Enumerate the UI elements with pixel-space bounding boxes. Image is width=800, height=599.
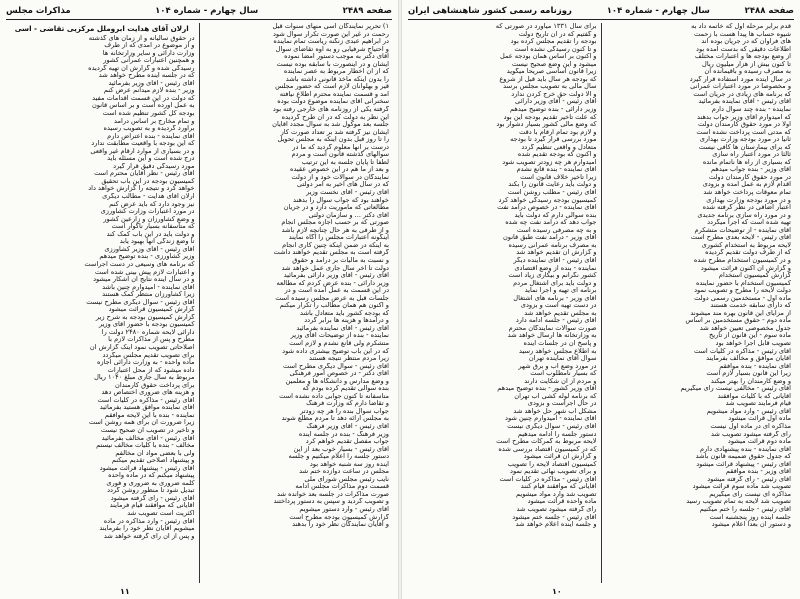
text-line: دارائی لایحه شماره ۲۴۸۰ دولت را [101, 328, 195, 336]
text-line: و آقایان نمایندگان نظر خود را بدهند [292, 521, 389, 529]
text-line: آقایانی که موافقند قیام کنند [520, 483, 597, 491]
text-line: اصلاحاتی تصویب نمود اینک گزارش آن [89, 343, 195, 351]
text-line: آقای رئیس - مذاکره در کلیات است [97, 396, 195, 404]
text-line: برآورد گردیده و به تصویب رسیده [103, 125, 195, 133]
text-line: مذاکره ای در ماده اول نیست [710, 422, 791, 430]
text-line: به وزارتخانه ها ارسال خواهد شد [507, 332, 597, 340]
text-line: رای گرفته میشود تصویب شد [710, 430, 791, 438]
text-line: آقای رئیس - آقای نماینده بفرمائید [296, 324, 389, 332]
text-line: که مدتی است پرداخت نشده است [696, 128, 791, 136]
text-line: آقای وزیر - بنده جواب میدهم [711, 166, 791, 174]
text-line: قیر و بهلوانان لازم است که حضور مجلس [275, 83, 389, 91]
text-line: آقای نماینده موافق هستید بفرمائید [99, 404, 195, 412]
text-line: آقای رئیس - پیشنهاد قرائت میشود [696, 460, 791, 468]
text-line: جواب دهد که درآمد نفت چه شده [505, 219, 597, 227]
text-line: در مورد حقوق کارمندان دولت [708, 173, 791, 181]
text-line: برای پرداخت حقوق کارمندان [115, 381, 195, 389]
text-line: دولت تا آخر سال جاری عمل خواهد شد [281, 264, 389, 272]
text-line: که بسیاری از راه ها ناتمام مانده [702, 158, 791, 166]
text-line: و تا کنون رسیدگی نشده است [514, 45, 597, 53]
text-line: که جدول حقوق ضمیمه قانون باشد [695, 453, 791, 461]
text-line: تهیه شده است که اجرا میگردد [707, 219, 791, 227]
text-line: زیرا ضرورت آن برای همه روشن است [88, 419, 195, 427]
text-line: جلسات قبل به عرض مجلس رسیده است [275, 294, 389, 302]
text-line: زیرا مردم منتظر نتیجه هستند [308, 355, 389, 363]
text-line: و گفتیم که در آن تاریخ دولت [518, 30, 597, 38]
text-line: در ابراهیم عبدی زنگنه ریاست تمام نماینده [273, 38, 389, 46]
text-line: آقایانی که موافقند قیام فرمایند [109, 502, 195, 510]
text-line: مشکل آب شهر حل خواهد شد [513, 407, 597, 415]
text-line: ماده دوم قرائت میشود [727, 438, 791, 446]
text-line: که برنامه های زیادی در جریان است [693, 90, 791, 98]
text-line: آقای رئیس - آقای وزیر فرهنگ [306, 422, 389, 430]
text-line: ولی با بعضی مواد آن مخالفم [115, 449, 195, 457]
text-line: آقای رئیس - مخالفی نیست رای میگیریم [680, 385, 791, 393]
text-line: دستور جلسه را اعلام میکنیم و جلسه [288, 453, 389, 461]
text-line: وزیر دارائی - بنده عرض کردم که مطالعه [276, 279, 389, 287]
left-issue-label: سال چهارم - شماره ۱۰۴ [155, 6, 259, 16]
text-line: بنده سوالی تقدیم کرده بودم که [302, 385, 389, 393]
text-line: آقای رئیس - وارد دستور میشویم [299, 506, 389, 513]
right-header-rule [408, 19, 794, 20]
text-line: آقای نماینده - امیدوارم چنین شود [505, 415, 597, 423]
text-line: که در این باب توضیح بیشتری داده شود [282, 347, 389, 355]
text-line: برنامه ای تهیه و اجرا نماید [524, 287, 597, 295]
text-line: متشکرم ولی قانع نشدم و لازم است [289, 339, 389, 347]
text-line: گرفته یکی از روزنامه های خارجی رفته بود [272, 106, 389, 114]
text-line: اکثریت است تصویب شد [127, 510, 195, 517]
text-line: به اینکه در ضمن اینکه چنین کاری انجام [282, 241, 389, 249]
text-line: خواهند بود که جواب سوال را بدهند [293, 196, 389, 204]
text-line: کمیسیون بودجه در این باب تحقیق [101, 177, 195, 185]
text-line: جدول مخصوصی تعیین خواهد شد [699, 324, 791, 332]
text-line: ایشان و در اینصورت با سابقه بوده نیست [276, 60, 389, 68]
text-line: آقای رئیس - رای گرفته میشود [110, 494, 195, 502]
text-line: و در بسیاری از موارد ارقام غیر واقعی [90, 147, 195, 155]
text-line: آقای دکتر ... و سازمان دولتی [308, 211, 389, 219]
column-subheading: ارلان آقای هدایت ابروملل مرکزیی تقاضی - اسی [14, 24, 189, 33]
text-line: قسمت دوم مذاکرات مجلس ادامه [295, 483, 389, 491]
left-column-1 [201, 23, 393, 583]
left-page-number: صفحه ۲۴۸۹ [342, 6, 392, 16]
text-line: لطفاً تا پایان جلسه به این ترتیب [301, 158, 389, 166]
right-folio: ۱۰ [552, 587, 562, 596]
text-line: گزارش کمیسیون استخدام [718, 272, 791, 280]
text-line: تا وضع زندگی آنها بهبود یابد [119, 238, 195, 246]
text-line: از مزایای این قانون بهره مند میشوند [690, 309, 791, 317]
text-line: که بودجه هر سال باید قبل از شروع [499, 75, 597, 83]
text-line: در مورد اعتبارات وزارت کشاورزی [100, 208, 195, 216]
text-line: متعادل و واقعی تنظیم گردد [521, 143, 597, 151]
text-line: آقای رئیس - آقای وزیر دارائی بفرمائید [283, 272, 389, 280]
text-line: و پیشنهاد اصلاحی تقدیم میکنم [111, 457, 195, 465]
text-line: آقای رئیس - آقای نماینده بفرمائید [698, 98, 791, 106]
text-line: ماده سوم - این قانون از تاریخ [709, 332, 791, 340]
text-line: و مخصوصاً در مورد اعتبارات عمرانی [690, 83, 791, 91]
text-line: که در سال های اخیر به امر دولتی [297, 181, 389, 189]
text-line: نماینده - بنده از وضع اقتصادی [514, 264, 597, 272]
text-line: قدم برابر مرحله اول که خاتمه داد به [691, 23, 791, 30]
text-line: سال مالی به تصویب مجلس برسد [503, 83, 597, 91]
text-line: آقای رئیس - جلسه ختم میشود [512, 513, 597, 521]
text-line: داده میشود که از محل اعتبارات [107, 366, 195, 374]
text-line: و همچنین اعتبارات عمرانی کشور [103, 57, 195, 65]
text-line: آقای رئیس - مطلب روشن است [507, 189, 597, 197]
text-line: جلسه آینده روز پنجشنبه است [709, 513, 791, 521]
left-page-header [6, 4, 392, 18]
text-line: نایب رئیس مجلس شورای ملی [304, 475, 389, 483]
text-line: آقای وزیر کشور - بنده توضیح میدهم [497, 385, 597, 393]
text-line: وزیر دارائی - بنده توضیح میدهم [510, 106, 597, 114]
text-line: زیرا کشاورزان منتظر کمک هستند [102, 291, 195, 299]
right-page-header [408, 4, 794, 18]
text-line: در مورد وضع آب و برق شهر [518, 362, 597, 370]
text-line: آقای رئیس - لایحه بعدی مطرح است [690, 234, 791, 242]
text-line: و در کمیسیون استخدام مطرح شده [693, 256, 791, 264]
text-line: گرفته است به مجلس تقدیم خواهند داشت [273, 249, 389, 257]
text-line: در حال اجراست و بزودی [527, 400, 597, 408]
text-line: گزارش کمیسیون بودجه به شرح زیر [95, 313, 195, 321]
text-line: آقای نماینده - امیدوارم چنین باشد [102, 283, 195, 291]
text-line: که علت تاخیر تقدیم بودجه این بود [503, 113, 597, 121]
text-line: برای تصویب تقدیم مجلس میگردد [102, 351, 195, 359]
text-line: ماده واحده قرائت میشود [527, 498, 597, 506]
text-line: آقای رئیس - سوال دیگری مطرح نیست [86, 298, 195, 306]
text-line: و وضع مدارس و دانشگاه ها و معلمین [285, 377, 389, 385]
text-line: و در مورد بودجه وزارت بهداری [706, 196, 791, 204]
text-line: ثالثاً در مورد اعتبار راه سازی [712, 151, 791, 159]
text-line: امیدوارم هر چه زودتر تصویب شود [502, 158, 597, 166]
text-line: صورتی که بر حسب اجازه مجلس انجام [281, 219, 389, 227]
text-line: آقای نماینده - از توضیحات متشکرم [694, 226, 791, 234]
text-line: و اعتبارات لازم پیش بینی شده است [94, 268, 195, 276]
right-section-title: روزنامه رسمی کشور شاهنشاهی ایران [408, 6, 572, 16]
text-line: و هزینه های ضروری اختصاص دهد [101, 389, 195, 397]
text-line: آقایان موافق و مخالف بفرمایند [706, 355, 791, 363]
text-line: و وضع کشاورزان و زارعین کشور [103, 215, 195, 223]
text-line: ماده دوم - حقوق مستخدمین بر اساس [685, 317, 791, 325]
text-line: پیشنهاد میکنم که در ماده واحده [108, 472, 195, 480]
text-line: آقای نماینده - بنده قانع نشدم [516, 166, 597, 174]
text-line: آقای رئیس - وارد مذاکره در ماده [103, 517, 195, 525]
text-line: صورت سوالات نمایندگان محترم [508, 324, 597, 332]
text-line: آقای دکتر - در خصوص امور فرهنگی [289, 370, 389, 378]
text-line: نماینده - بنده با این لایحه موافقم [104, 411, 195, 419]
right-page-number: صفحه ۲۴۸۸ [744, 6, 794, 16]
text-line: و گزارش آن قرائت میشود [523, 453, 597, 461]
text-line: سوال آقای نماینده تهران [528, 355, 597, 363]
text-line: آقای رئیس - سوال دیگری نیست [507, 422, 597, 430]
text-line: و تاخیر در تصویب آن صحیح نیست [100, 426, 195, 434]
text-line: مخالف - بنده با کلیات مخالف نیستم [96, 442, 195, 450]
text-line: و مردم از آن شکایت دارند [524, 377, 597, 385]
text-line: درج شده است و این مسئله باید [107, 155, 195, 163]
text-line: به مصرف برنامه عمرانی رسیده [508, 241, 597, 249]
text-line: وزیر - بنده لازم میدانم عرض کنم [103, 87, 195, 95]
text-line: را تا روز قبل بدون اینکه به مجلس تحویل [277, 136, 389, 144]
text-line: اطلاعات دقیقی که بدست آمده بود [696, 45, 791, 53]
text-line: آقای رئیس - آقای نماینده دیگر [513, 256, 597, 264]
text-line: مجلس در ساعت دوازده ختم شد [299, 468, 389, 476]
text-line: جلسه بعد موکول شد به سوال مجدد آقایان [272, 121, 389, 129]
text-line: در حقوق سالیانه و از زمان های گذشته [88, 34, 195, 42]
text-line: برای سال ۱۳۳۱ میآورد در صورتی که [495, 23, 597, 30]
text-line: که برای بیمارستان ها کافی نیست [698, 143, 791, 151]
text-line: آقای وزیر - درآمد نفت طبق قانون [502, 234, 597, 242]
left-column-divider [199, 23, 200, 583]
text-line: که وضع مالی کشور بسیار دشوار بود [496, 121, 597, 129]
text-line: آقای نماینده - بنده پیشنهادی دارم [699, 445, 791, 453]
text-line: و گزارش آن تقدیم خواهد شد [516, 249, 597, 257]
text-line: خواهد کرد و نتیجه را گزارش خواهد داد [88, 185, 195, 193]
text-line: آقای رئیس - آقای وزیر دارائی [514, 98, 597, 106]
text-line: شیوه حساب ها پیدا هست با زحمت [694, 30, 791, 38]
text-line: که از طرف دولت تقدیم گردیده [705, 249, 791, 257]
text-line: آقای رئیس - آقای مخالف بفرمائید [101, 434, 195, 442]
text-line: و از موضوع در آمدی که از طرف [104, 42, 195, 50]
text-line: ایشان نیز گرفته شد بر تعداد صورت کار [280, 128, 389, 136]
text-line: کلمه ضروری به ضروری و فوری [106, 479, 195, 487]
text-line: بنده سوالی دارم که دولت باید [514, 211, 597, 219]
text-line: نماینده - بنده از توضیحات آقای وزیر [290, 332, 389, 340]
text-line: که متاسفانه بسیار ناگوار است [111, 223, 195, 231]
left-columns [6, 23, 392, 583]
text-line: و به چه مصرفی رسیده است [516, 226, 597, 234]
text-line: آینده روز سه شنبه خواهد بود [309, 460, 389, 468]
text-line: از وضع بودجه ها و اعتبارات مختلف [694, 53, 791, 61]
text-line: اعتبار اضافی در نظر گرفته شده [702, 204, 791, 212]
text-line: آقایانی که با کلیات موافقند [717, 392, 791, 400]
text-line: و در مورد راه سازی برنامه جدیدی [697, 211, 791, 219]
text-line: و اکنون که بودجه تقدیم شده [517, 151, 597, 159]
text-line: مطرح و پس از مذاکرات لازم با [108, 336, 195, 344]
text-line: جواب سوال بنده را هر چه زودتر [300, 407, 389, 415]
text-line: و لازم بود تمام ارقام با دقت [519, 128, 597, 136]
text-line: های فراوان که در جریان بوده اند [701, 38, 791, 46]
text-line: که در کمیسیون اقتصاد بررسی شده [498, 445, 597, 453]
text-line: قیام فرمایند تصویب شد [725, 400, 791, 408]
left-folio: ۱۱ [120, 587, 130, 596]
text-line: میشود و این وضع صحیح نیست [511, 60, 597, 68]
text-line: تصویب قابل اجرا خواهد بود [715, 339, 791, 347]
text-line: لایحه مربوط به گمرکات مطرح است [496, 438, 597, 446]
text-line: سخنرانی آقای نماینده موضوع دولت بوده [277, 98, 389, 106]
text-line: اینگونه اعتبارات مجلس را آگاه نمایند [288, 234, 389, 242]
text-line: کمیسیون بودجه رسیدگی خواهد کرد [498, 196, 597, 204]
text-line: آقای رئیس - سوال دیگری مطرح است [283, 362, 389, 370]
text-line: درست بر آنها معلوم گردید که ما در [292, 143, 389, 151]
text-line: که دارای سابقه خدمت هستند [710, 302, 791, 310]
text-line: و الا دولت حق خرج کردن ندارد [511, 90, 597, 98]
text-line: آقای رئیس - جلسه را ختم میکنیم [699, 506, 791, 513]
text-line: وزارت دارائی و سایر وزارتخانه ها [102, 49, 195, 57]
text-line: و دولت باید در این باب کمک کند [106, 230, 195, 238]
text-line: مورد بررسی قرار گیرد تا بودجه [510, 136, 597, 144]
text-line: آقای نماینده - در خصوص درآمد نفت [497, 204, 597, 212]
text-line: آقای نماینده - بنده اعتراض دارم [107, 132, 195, 140]
left-page [0, 0, 398, 599]
text-line: آقای رئیس - مذاکره در کلیات است [499, 475, 597, 483]
text-line: متاسفانه تا کنون جوابی داده نشده است [279, 392, 389, 400]
text-line: را بدون اینکه ماخذ قانونی داشته باشد [285, 75, 389, 83]
text-line: ماده اول - مستخدمین رسمی دولت [694, 294, 791, 302]
text-line: آمد و قسمت نماینده محترم اطلاع نیافته [279, 90, 389, 98]
text-line: سوالهای گذشته قانون است و مردم [291, 151, 389, 159]
text-line: و اکنون هم همان مطالب را تکرار میکنم [279, 302, 389, 310]
text-line: که این بودجه با واقعیت مطابقت ندارد [91, 140, 195, 148]
right-column-2 [408, 23, 600, 583]
text-line: و تصویب گردید و سپس به دستور پرداختند [273, 498, 389, 506]
text-line: و در سال آینده نتایج آن آشکار میشود [93, 276, 195, 284]
text-line: تبدیل شود تا منظور روشن گردد [107, 487, 195, 495]
text-line: تمام معوقات پرداخت خواهد شد [703, 189, 791, 197]
text-line: تصویب شد وارد مواد میشویم [515, 490, 597, 498]
text-line: آقای دکتر به موجب دستور امضا نموده [284, 53, 389, 61]
text-line: رحمت در غیر این صورت تکرار سوال شود [272, 30, 389, 38]
text-line: نمایندگان در سوالات خود و از دولت [291, 173, 389, 181]
text-line: زیرا تاخیر خلاف قانون است [520, 173, 597, 181]
left-header-rule [6, 19, 392, 20]
text-line: آقای رئیس - آقای وزیر بفرمائید [108, 79, 195, 87]
text-line: که از آن اخطار مربوط به عصر نماینده [283, 68, 389, 76]
text-line: و دستور آن بعداً اعلام میشود [711, 521, 791, 529]
text-line: آقای رئیس - وارد مواد میشویم [706, 407, 791, 415]
right-issue-label: سال چهارم - شماره ۱۰۴ [606, 6, 710, 16]
text-line: و نسبت به مالیات بر درآمد و حقوق [292, 256, 389, 264]
text-line: ارلان آقای هدایت - مطالب دیگری [102, 193, 195, 201]
text-line: تصویب شد ماده سوم قرائت میشود [692, 483, 791, 491]
text-line: و دولت باید برای اشتغال مردم [513, 279, 597, 287]
text-line: و تمام مخارج بر اساس درآمد [114, 117, 195, 125]
text-line: آقای رئیس - جلسه ادامه دارد [515, 317, 597, 325]
text-line: و دولت باید رعایت قانون را بکند [508, 181, 597, 189]
left-column-2 [6, 23, 198, 583]
text-line: میشویم آقایان نظر خود را بفرمایند [99, 525, 195, 533]
text-line: و پس از آن رای گرفته خواهد شد [103, 532, 195, 540]
text-line: بودجه را تقدیم مجلس کرده بود [510, 38, 597, 46]
text-line: که بودجه کشور باید متعادل باشد [300, 309, 389, 317]
text-line: دستور جلسه را ادامه میدهیم [517, 430, 597, 438]
text-line: که بسیار نامطلوب است [530, 370, 597, 378]
text-line: بودجه کل کشور تنظیم شده است [102, 110, 195, 118]
text-line: گزارش کمیسیون بودجه مطرح است [289, 513, 389, 521]
text-line: کمیسیون اقتصاد لایحه را تصویب [507, 460, 597, 468]
text-line: مطالعاتی که ماموریت دارد و در جریان [283, 204, 389, 212]
text-line: در دست تهیه است و بزودی [520, 302, 597, 310]
text-line: و بعد از ما هم در این خصوص عقیده [289, 166, 389, 174]
text-line: و اکنون بر اساس همان بودجه عمل [499, 53, 597, 61]
text-line: به عمل آورده است و بر اساس قانون [91, 102, 195, 110]
text-line: تا کنون بیش از هزار میلیون ریال [702, 60, 791, 68]
text-line: و از طرفی به هر حال چنانچه لازم باشد [281, 226, 389, 234]
text-line: به مجلس ارائه دهد تا مردم مطلع شوند [281, 415, 389, 423]
text-line: آقای وزیر - بنده موافقم [725, 468, 791, 476]
text-line: آقای رئیس - پیشنهاد قرائت میشود [99, 464, 195, 472]
text-line: رسیدگی شده و گزارش آن تهیه گردیده [88, 64, 195, 72]
right-columns [408, 23, 794, 583]
text-line: دولت لایحه را مطرح و تصویب نمود [694, 287, 791, 295]
text-line: ۱) تحریر نمایندگان اسی منهای سنوات قبل [272, 23, 389, 30]
text-line: نماینده - بنده چند سوال دارم [711, 106, 791, 114]
text-line: تصویب شد لایحه به تمام تصویب رسید [686, 498, 791, 506]
text-line: آقای رئیس - نظر آقایان محترم است [94, 170, 195, 178]
text-line: و احتیاج شرفیابی رو به اوه تقاضای سوال [275, 45, 389, 53]
text-line: که دولت در این قسمت اقدامات مفید [92, 94, 195, 102]
left-section-title: مذاکرات مجلس [6, 6, 71, 16]
text-line: رای گرفته میشود تصویب شد [516, 506, 597, 513]
right-column-1 [603, 23, 795, 583]
text-line: که امیدوارم آقای وزیر جواب بدهند [697, 113, 791, 121]
text-line: آقای رئیس - رای گرفته میشود [707, 475, 791, 483]
text-line: ثانیاً در مورد بودجه وزارت بهداری [699, 136, 791, 144]
text-line: به مصرف رسیده و باقیمانده آن [704, 68, 791, 76]
text-line: این نظر به دولت که در آن طرح گردیده [281, 113, 389, 121]
text-line: کمیسیون استخدام با حضور نماینده [695, 279, 791, 287]
text-line: اقدام لازم به عمل آمده و بزودی [702, 181, 791, 189]
text-line: آقای وزیر - برنامه های اشتغال [513, 294, 597, 302]
text-line: آقای رئیس - آقای وزیر کشاورزی [104, 245, 195, 253]
text-line: آقای نماینده - بنده موافقم [719, 362, 791, 370]
text-line: کشور نگرانم و بیکاری زیاد است [508, 272, 597, 280]
text-line: ماده واحده - به وزارت دارائی اجازه [96, 359, 195, 367]
text-line: و درآمدها و هزینه ها برابر گردد [304, 317, 389, 325]
text-line: آقای رئیس - بسیار خوب بعد از این [293, 445, 389, 453]
text-line: اولاً در مورد حقوق کارمندان دولت [698, 121, 791, 129]
text-line: آقای رئیس - مذاکره در کلیات است [693, 347, 791, 355]
text-line: که برنامه های وسیعی در دست اجراست [84, 260, 195, 268]
text-line: وزیر کشاورزی - بنده توضیح میدهم [99, 253, 195, 261]
text-line: زیرا قانون اساسی صریحاً میگوید [506, 68, 597, 76]
text-line: وزیر فرهنگ - بنده در جلسه آینده [298, 430, 389, 438]
text-line: و جلسه آینده اعلام خواهد شد [515, 521, 597, 529]
text-line: به اطلاع مجلس خواهد رسید [519, 347, 597, 355]
text-line: زیرا این قانون بسیار لازم است [706, 370, 791, 378]
text-line: مربوط به سال جاری مبلغ ۱۰۴۰ ریال [94, 374, 195, 382]
right-column-divider [601, 23, 602, 583]
text-line: گزارش کمیسیون قرائت میشود [108, 306, 195, 314]
text-line: آقای رئیس - آقای نخست وزیر [306, 189, 389, 197]
text-line: ماده اول قرائت میشود [728, 415, 791, 423]
text-line: و برای تصویب نهائی تقدیم نمود [510, 468, 597, 476]
text-line: و تقاضا دارم که وزارت فرهنگ [306, 400, 389, 408]
text-line: جواب مفصل تقدیم خواهم کرد [305, 438, 389, 446]
text-line: مورد رسیدگی دقیق قرار گیرد [113, 162, 195, 170]
text-line: صورت مذاکرات در جلسه بعد خوانده شد [277, 490, 389, 498]
right-page [402, 0, 800, 599]
text-line: در سال آینده مورد استفاده قرار گیرد [689, 75, 791, 83]
text-line: به مجلس تقدیم خواهد شد [524, 309, 597, 317]
text-line: کمیسیون بودجه با حضور آقای وزیر [98, 321, 195, 329]
text-line: مذاکره ای نیست رای میگیریم [709, 490, 791, 498]
text-line: که برنامه لوله کشی آب تهران [514, 392, 597, 400]
text-line: و پاسخ آن در جلسات آینده [523, 339, 597, 347]
text-line: در این قسمت به عمل آمده است و در [284, 287, 389, 295]
text-line: لایحه مربوط به استخدام کشوری [701, 241, 791, 249]
text-line: نیز وجود دارد که باید عرض کنم [109, 200, 195, 208]
text-line: و وضع کارمندان را بهتر میکند [710, 377, 791, 385]
text-line: که در جلسه آینده مطرح خواهد شد [98, 72, 195, 80]
text-line: و گزارش آن اکنون قرائت میشود [700, 264, 791, 272]
